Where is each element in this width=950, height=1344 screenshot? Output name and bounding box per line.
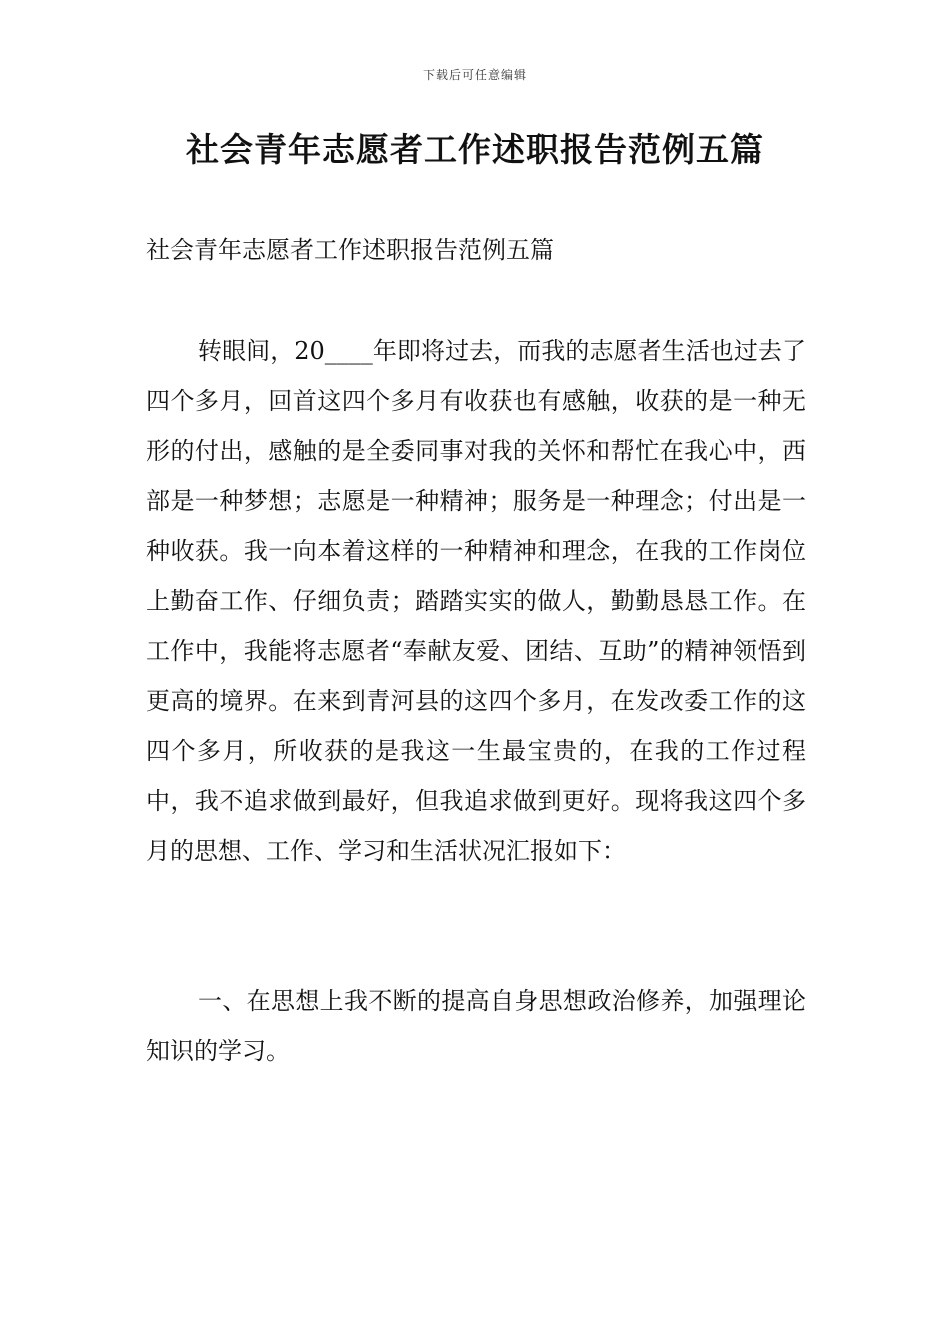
- body-paragraph: 转眼间，20____年即将过去，而我的志愿者生活也过去了四个多月，回首这四个多月有收获也有感触，收获的是一种无形的付出，感触的是全委同事对我的关怀和帮忙在我心中，西部是一种梦想；志愿是一种精神；服务是一种理念；付出是一种收获。我一向本着这样的一种精神和理念，在我的工作岗位上勤奋工作、仔细负责；踏踏实实的做人，勤勤恳恳工作。在工作中，我能将志愿者“奉献友爱、团结、互助”的精神领悟到更高的境界。在来到青河县的这四个多月，在发改委工作的这四个多月，所收获的是我这一生最宝贵的，在我的工作过程中，我不追求做到最好，但我追求做到更好。现将我这四个多月的思想、工作、学习和生活状况汇报如下：: [146, 337, 806, 865]
- document-subtitle: 社会青年志愿者工作述职报告范例五篇: [146, 236, 554, 264]
- header-note: 下载后可任意编辑: [422, 68, 527, 82]
- body-paragraph: 一、在思想上我不断的提高自身思想政治修养，加强理论知识的学习。: [146, 987, 806, 1065]
- document-title: 社会青年志愿者工作述职报告范例五篇: [186, 130, 764, 169]
